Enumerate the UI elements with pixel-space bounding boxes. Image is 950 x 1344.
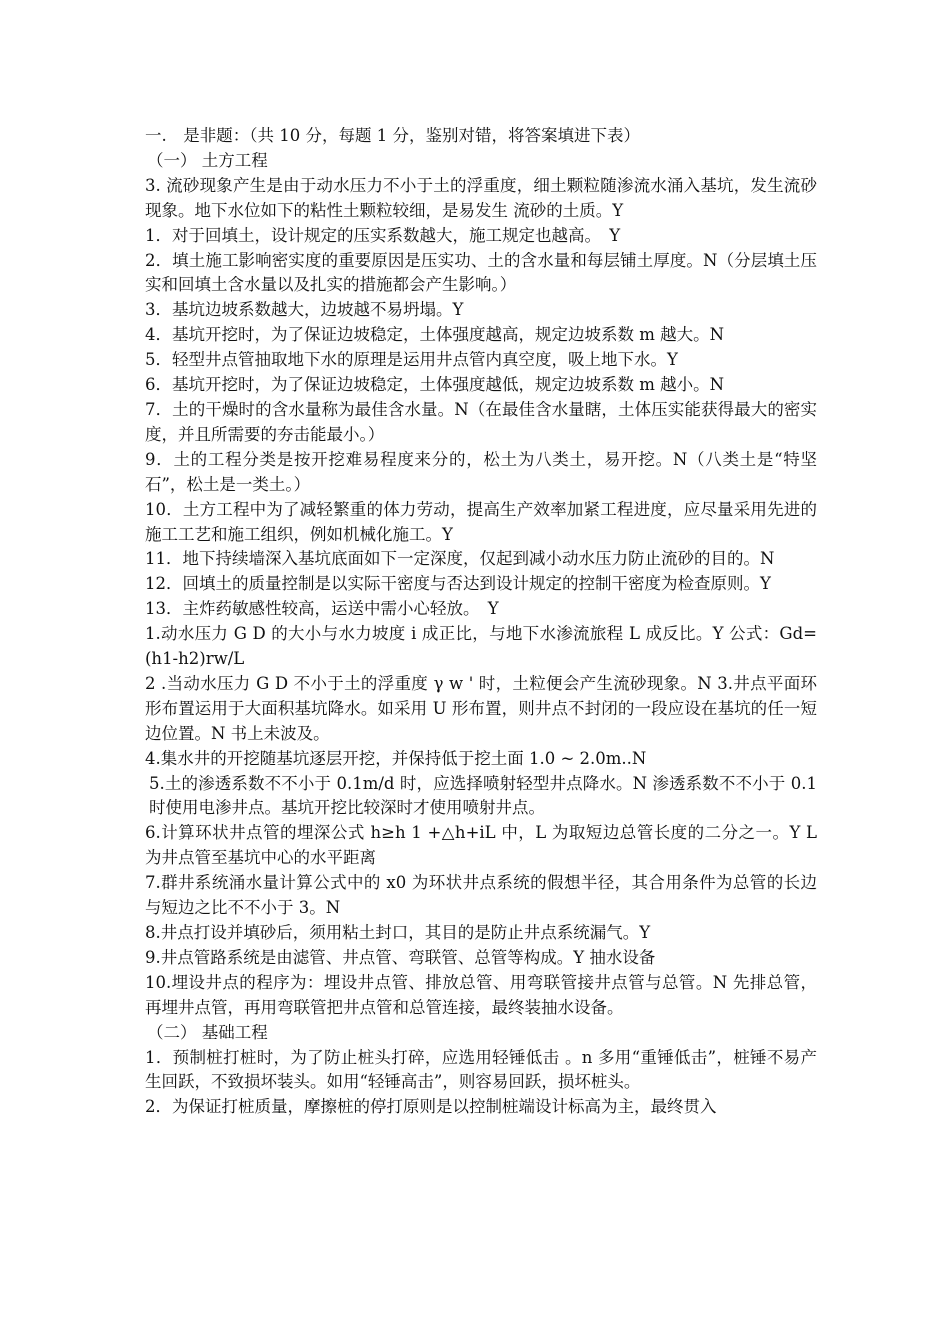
- paragraph: 7.群井系统涌水量计算公式中的 x0 为环状井点系统的假想半径，其合用条件为总管的长边与短边之比不不小于 3。N: [145, 873, 817, 918]
- paragraph: 3. 流砂现象产生是由于动水压力不小于土的浮重度，细土颗粒随渗流水涌入基坑，发生流砂现象。地下水位如下的粘性土颗粒较细，是易发生 流砂的土质。Y: [145, 175, 817, 220]
- paragraph: 1.动水压力 G D 的大小与水力坡度 i 成正比，与地下水渗流旅程 L 成反比。Y 公式：Gd=(h1-h2)rw/L: [145, 624, 817, 669]
- paragraph: 1．对于回填土，设计规定的压实系数越大，施工规定也越高。 Y: [145, 225, 621, 245]
- paragraph: 10.埋设井点的程序为：埋设井点管、排放总管、用弯联管接井点管与总管。N 先排总管，再埋井点管，再用弯联管把井点管和总管连接，最终装抽水设备。: [145, 972, 817, 1017]
- paragraph: 4．基坑开挖时，为了保证边坡稳定，土体强度越高，规定边坡系数 m 越大。N: [145, 325, 725, 345]
- paragraph: 12．回填土的质量控制是以实际干密度与否达到设计规定的控制干密度为检查原则。Y: [145, 574, 771, 594]
- paragraph: 1．预制桩打桩时，为了防止桩头打碎，应选用轻锤低击 。n 多用“重锤低击”，桩锤不易产生回跃，不致损坏装头。如用“轻锤高击”，则容易回跃，损坏桩头。: [145, 1047, 817, 1092]
- subsection-heading: （二） 基础工程: [147, 1022, 268, 1042]
- subsection-heading: （一） 土方工程: [147, 150, 268, 170]
- paragraph: 13．主炸药敏感性较高，运送中需小心轻放。 Y: [145, 599, 499, 619]
- paragraph: 7．土的干燥时的含水量称为最佳含水量。N（在最佳含水量瞎，土体压实能获得最大的密实度，并且所需要的夯击能最小。）: [145, 399, 817, 444]
- paragraph: 2 .当动水压力 G D 不小于土的浮重度 γ w ' 时，土粒便会产生流砂现象。N 3.井点平面环形布置运用于大面积基坑降水。如采用 U 形布置，则井点不封闭的一段应设在基坑的任一短边位置。N 书上未波及。: [145, 673, 817, 743]
- paragraph: 9.井点管路系统是由滤管、井点管、弯联管、总管等构成。Y 抽水设备: [145, 947, 656, 967]
- paragraph: 6．基坑开挖时，为了保证边坡稳定，土体强度越低，规定边坡系数 m 越小。N: [145, 375, 725, 395]
- paragraph: 11．地下持续墙深入基坑底面如下一定深度，仅起到减小动水压力防止流砂的目的。N: [145, 549, 775, 569]
- paragraph: 3．基坑边坡系数越大，边坡越不易坍塌。Y: [145, 300, 464, 320]
- section-heading: 一. 是非题：（共 10 分，每题 1 分，鉴别对错，将答案填进下表）: [145, 126, 640, 145]
- paragraph: 2．填土施工影响密实度的重要原因是压实功、土的含水量和每层铺土厚度。N（分层填土压实和回填土含水量以及扎实的措施都会产生影响。）: [145, 250, 817, 295]
- paragraph: 9．土的工程分类是按开挖难易程度来分的，松土为八类土，易开挖。N（八类土是“特坚石”，松土是一类土。）: [145, 449, 817, 494]
- paragraph: 8.井点打设并填砂后，须用粘土封口，其目的是防止井点系统漏气。Y: [145, 923, 651, 942]
- paragraph: 5.土的渗透系数不不小于 0.1m/d 时，应选择喷射轻型井点降水。N 渗透系数不不小于 0.1 时使用电渗井点。基坑开挖比较深时才使用喷射井点。: [149, 773, 817, 818]
- document-page: [145, 124, 817, 1120]
- paragraph: 4.集水井的开挖随基坑逐层开挖，并保持低于挖土面 1.0 ~ 2.0m..N: [145, 748, 647, 768]
- paragraph: 2．为保证打桩质量，摩擦桩的停打原则是以控制桩端设计标高为主，最终贯入: [145, 1097, 717, 1117]
- paragraph: 10．土方工程中为了减轻繁重的体力劳动，提高生产效率加紧工程进度，应尽量采用先进的施工工艺和施工组织，例如机械化施工。Y: [145, 499, 817, 544]
- paragraph: 6.计算环状井点管的埋深公式 h≥h 1 +△h+iL 中，L 为取短边总管长度的二分之一。Y L 为井点管至基坑中心的水平距离: [145, 823, 817, 868]
- paragraph: 5．轻型井点管抽取地下水的原理是运用井点管内真空度，吸上地下水。Y: [145, 350, 678, 370]
